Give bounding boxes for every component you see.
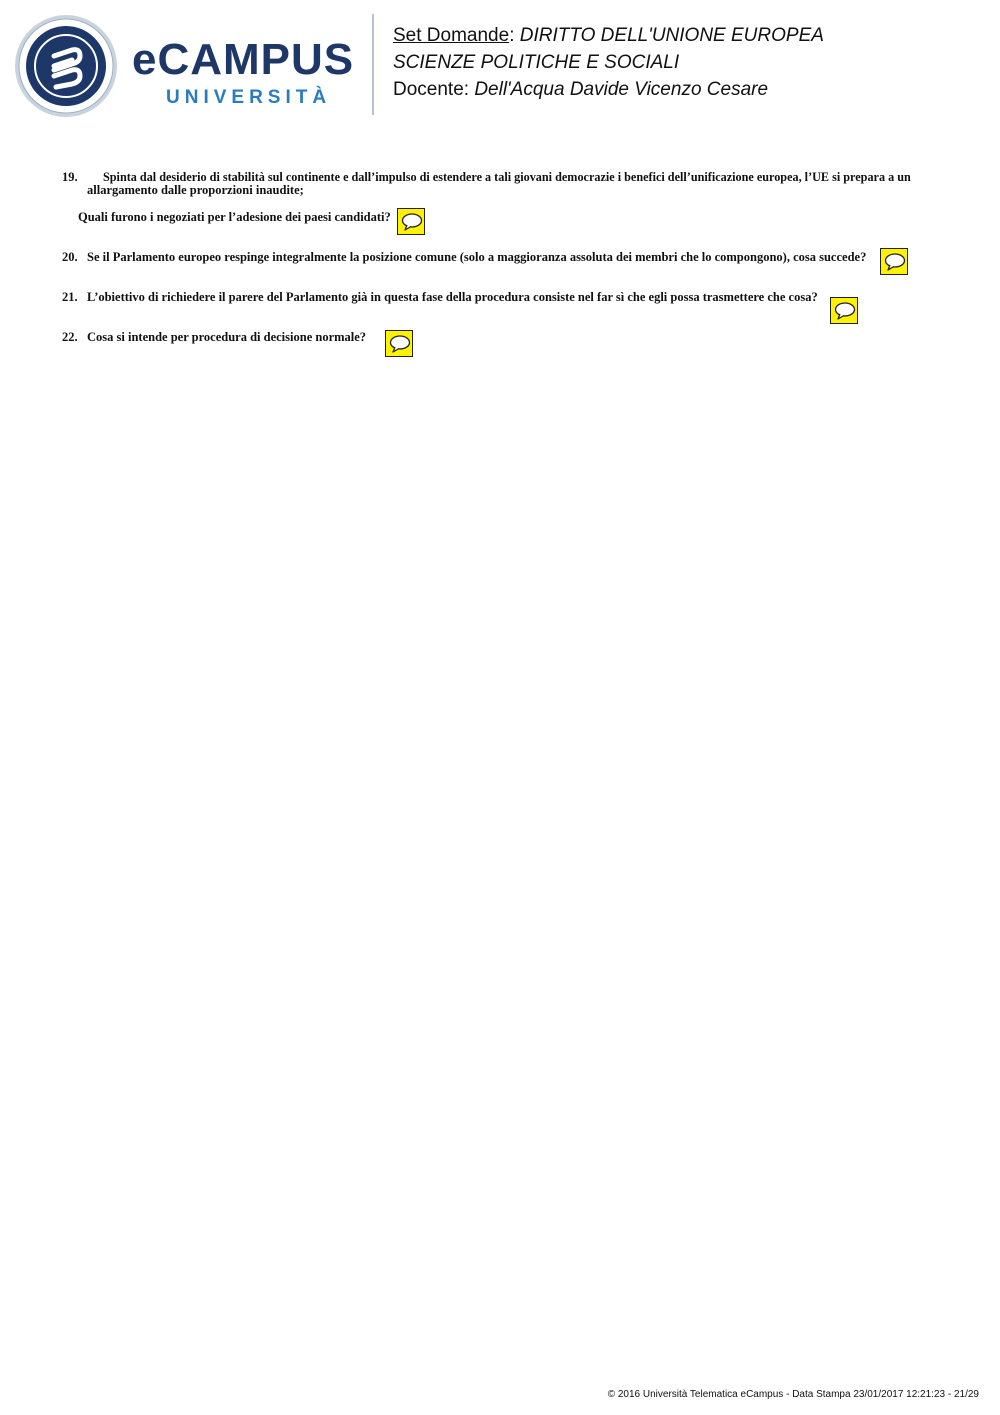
set-label: Set Domande: [393, 25, 510, 46]
comment-icon[interactable]: [830, 297, 858, 324]
header-info: [393, 22, 824, 103]
comment-icon[interactable]: [880, 248, 908, 275]
page-footer: © 2016 Università Telematica eCampus - Data Stampa 23/01/2017 12:21:23 - 21/29: [607, 1389, 979, 1400]
logo-text: eCAMPUS: [132, 35, 355, 84]
question-22: [62, 331, 382, 345]
logo-subtext: UNIVERSITÀ: [166, 87, 332, 108]
teacher-label: Docente:: [393, 79, 470, 100]
set-line: [393, 22, 824, 49]
course-title: DIRITTO DELL'UNIONE EUROPEA: [519, 25, 824, 46]
comment-icon[interactable]: [385, 330, 413, 357]
page-header: [0, 0, 1000, 130]
question-text-line3: Quali furono i negoziati per l’adesione dei paesi candidati?: [78, 210, 391, 224]
question-text-line1: Spinta dal desiderio di stabilità sul continente e dall’impulso di estendere a tali giovani democrazie i benefici dell’unificazione europea, l’UE si prepara a un: [103, 170, 911, 184]
ecampus-wordmark: [132, 35, 362, 118]
question-number: 22.: [62, 330, 78, 344]
question-21: [62, 291, 832, 305]
header-divider: [372, 14, 374, 115]
question-number: 19.: [62, 170, 78, 184]
question-text: Cosa si intende per procedura di decisione normale?: [87, 330, 367, 344]
question-20: [62, 251, 882, 265]
comment-icon[interactable]: [397, 208, 425, 235]
question-number: 21.: [62, 290, 78, 304]
question-text: L’obiettivo di richiedere il parere del Parlamento già in questa fase della procedura consiste nel far sì che egli possa trasmettere che cosa?: [87, 290, 818, 304]
teacher-name: Dell'Acqua Davide Vicenzo Cesare: [474, 79, 769, 100]
teacher-line: [393, 76, 824, 103]
ecampus-seal-logo: [14, 14, 118, 118]
faculty-name: SCIENZE POLITICHE E SOCIALI: [393, 52, 680, 73]
question-text-line2: allargamento dalle proporzioni inaudite;: [87, 183, 304, 197]
set-sep: :: [509, 25, 515, 46]
question-text: Se il Parlamento europeo respinge integralmente la posizione comune (solo a maggioranza assoluta dei membri che lo compongono), cosa succede?: [87, 250, 867, 264]
question-19: [62, 171, 962, 241]
question-number: 20.: [62, 250, 78, 264]
